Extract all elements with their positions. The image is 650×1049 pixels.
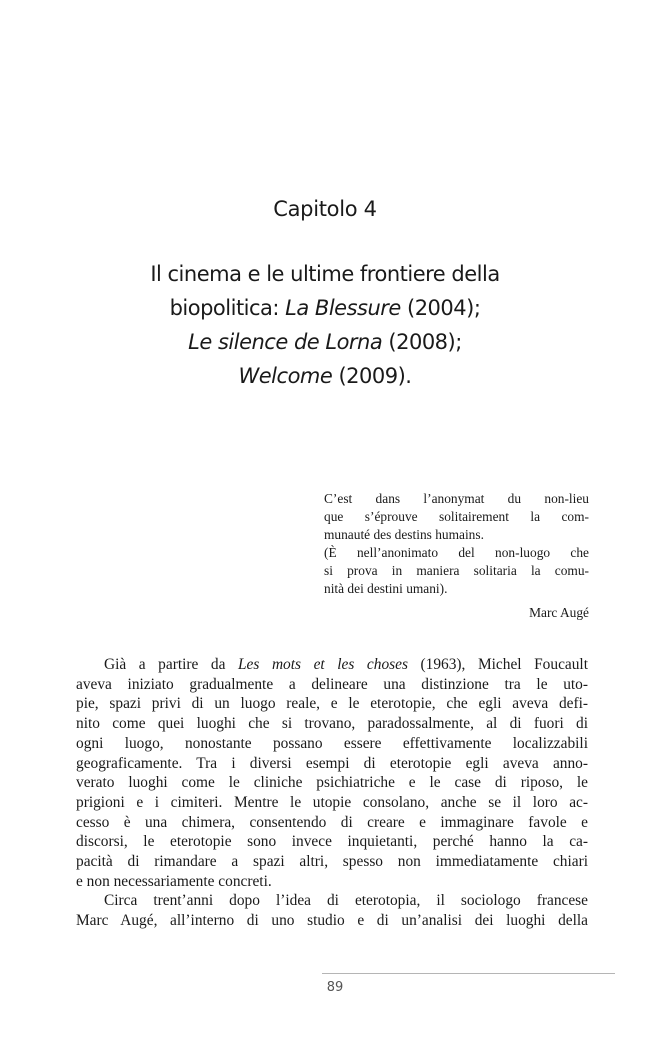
body-line: discorsi, le eterotopie sono invece inquietanti, perché hanno la ca- <box>76 833 588 851</box>
epigraph-line: munauté des destins humains. <box>324 527 484 542</box>
body-line: ogni luogo, nonostante possano essere effettivamente localizzabili <box>76 734 588 752</box>
body-line: pie, spazi privi di un luogo reale, e le eterotopie, che egli aveva defi- <box>76 695 588 713</box>
chapter-title-text: Il cinema e le ultime frontiere della <box>150 262 500 286</box>
body-line: e non necessariamente concreti. <box>76 872 272 890</box>
book-title: Les mots et les choses <box>238 656 408 673</box>
epigraph-line: C’est dans l’anonymat du non-lieu <box>324 491 589 506</box>
body-line: verato luoghi come le cliniche psichiatriche e le case di riposo, le <box>76 774 588 792</box>
body-line <box>76 655 588 675</box>
body-line: geograficamente. Tra i diversi esempi di eterotopie egli aveva anno- <box>76 754 588 772</box>
body-line: pacità di rimandare a spazi altri, spesso non immediatamente chiari <box>76 853 588 871</box>
page-number: 89 <box>326 980 344 995</box>
epigraph-line: que s’éprouve solitairement la com- <box>324 509 589 524</box>
body-line: aveva iniziato gradualmente a delineare una distinzione tra le uto- <box>76 675 588 693</box>
body-line: nito come quei luoghi che si trovano, paradossalmente, al di fuori di <box>76 715 588 733</box>
chapter-title-text: (2008); <box>382 330 462 354</box>
body-line: Circa trent’anni dopo l’idea di eterotopia, il sociologo francese <box>104 892 588 910</box>
body-line: prigioni e i cimiteri. Mentre le utopie consolano, anche se il loro ac- <box>76 793 588 811</box>
body-text-run: (1963), Michel Foucault <box>407 656 588 673</box>
chapter-title-line <box>120 257 530 291</box>
film-title: La Blessure <box>285 296 401 320</box>
chapter-title-line <box>120 325 530 359</box>
chapter-title-line <box>120 291 530 325</box>
chapter-title <box>120 257 530 393</box>
epigraph-line: si prova in maniera solitaria la comu- <box>324 563 589 578</box>
body-line: Marc Augé, all’interno di uno studio e di un’analisi dei luoghi della <box>76 912 588 930</box>
body-text-run: Già a partire da <box>104 656 238 673</box>
body-line: cesso è una chimera, consentendo di creare e immaginare favole e <box>76 813 588 831</box>
epigraph-line: nità dei destini umani). <box>324 581 448 596</box>
chapter-number: Capitolo 4 <box>273 197 377 221</box>
film-title: Welcome <box>238 364 333 388</box>
chapter-title-text: (2004); <box>400 296 481 320</box>
chapter-title-text: (2009). <box>332 364 412 388</box>
body-text <box>76 655 588 931</box>
chapter-title-line <box>120 359 530 393</box>
chapter-title-text: biopolitica: <box>169 296 286 320</box>
film-title: Le silence de Lorna <box>188 330 383 354</box>
footer-rule <box>322 973 615 974</box>
epigraph-line: (È nell’anonimato del non-luogo che <box>324 545 589 560</box>
epigraph <box>324 490 589 622</box>
epigraph-author: Marc Augé <box>529 605 589 620</box>
